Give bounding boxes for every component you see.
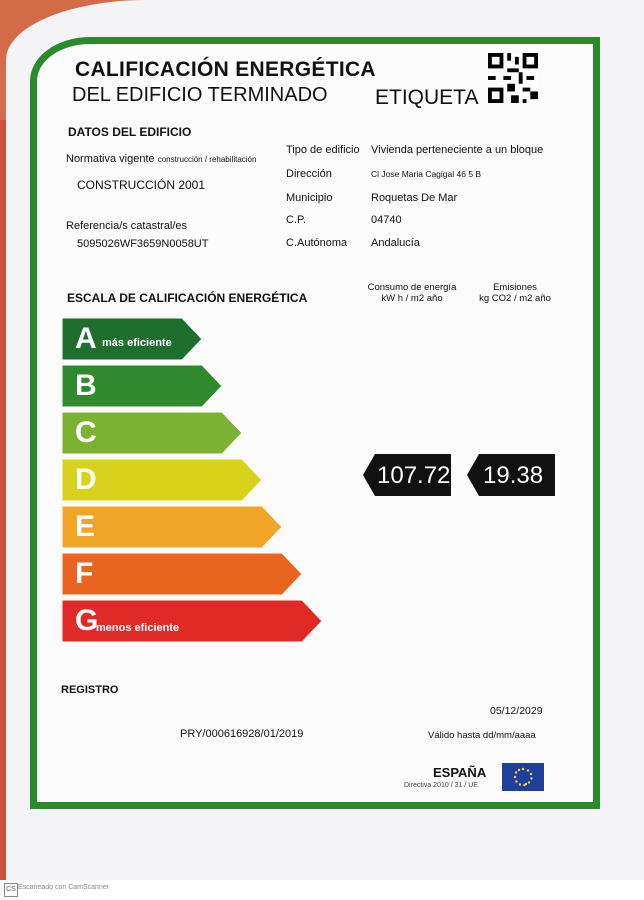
rating-arrow-b [62,365,222,407]
rating-arrow-d [62,459,262,501]
ca-label: C.Autónoma [286,237,348,249]
municipio-label: Municipio [286,192,333,204]
rating-letter: G [75,604,99,637]
title-line-1: CALIFICACIÓN ENERGÉTICA [75,58,376,81]
rating-letter: D [75,463,97,496]
tipo-label: Tipo de edificio [286,144,360,156]
rating-arrow-a [62,318,202,360]
pais-label: ESPAÑA [433,765,487,780]
eu-flag-icon [502,763,544,791]
scale-section-title: ESCALA DE CALIFICACIÓN ENERGÉTICA [67,291,308,305]
directiva-label: Directiva 2010 / 31 / UE [404,782,478,789]
rating-arrow-shape [62,553,302,595]
scanner-text: Escaneado con CamScanner [18,884,110,891]
title-line-2: DEL EDIFICIO TERMINADO [72,84,328,106]
normativa-label-main: Normativa vigente [66,153,155,165]
qr-code-icon [487,53,539,103]
emisiones-header-line2: kg CO2 / m2 año [479,293,551,304]
rating-arrow-g [62,600,322,642]
consumo-header [362,282,462,304]
consumo-header-line1: Consumo de energía [367,282,457,293]
rating-arrow-shape [62,600,322,642]
normativa-label-sub: construcción / rehabilitación [157,155,257,164]
consumo-value: 107.72 [377,462,451,489]
scanner-footer [0,880,644,900]
rating-letter: E [75,510,96,543]
municipio-value: Roquetas De Mar [371,192,458,204]
registro-valido: Válido hasta dd/mm/aaaa [428,730,536,741]
emisiones-value: 19.38 [483,462,544,489]
registro-section-title: REGISTRO [61,684,119,696]
rating-letter: B [75,369,97,402]
tipo-value: Vivienda perteneciente a un bloque [371,144,544,156]
rating-sub-label: menos eficiente [96,622,180,634]
direccion-label: Dirección [286,168,332,180]
rating-sub-label: más eficiente [102,337,172,349]
emisiones-header-line1: Emisiones [493,282,537,293]
rating-letter: F [75,557,94,590]
cp-value: 04740 [371,214,402,226]
datos-section-title: DATOS DEL EDIFICIO [68,125,192,139]
camscanner-logo-icon: CS [4,883,18,897]
rating-letter: A [75,322,97,355]
referencia-label: Referencia/s catastral/es [66,220,188,232]
registro-fecha: 05/12/2029 [490,705,543,717]
consumo-badge [363,454,451,496]
rating-letter: C [75,416,97,449]
normativa-label [66,153,256,165]
rating-arrow-f [62,553,302,595]
registro-numero: PRY/000616928/01/2019 [180,728,304,740]
rating-arrow-c [62,412,242,454]
cp-label: C.P. [286,214,306,226]
emisiones-header [468,282,562,304]
emisiones-badge [467,454,555,496]
ca-value: Andalucía [371,237,420,249]
rating-arrow-e [62,506,282,548]
referencia-value: 5095026WF3659N0058UT [77,238,209,250]
normativa-value: CONSTRUCCIÓN 2001 [77,178,206,192]
etiqueta-label: ETIQUETA [375,86,479,109]
consumo-header-line2: kW h / m2 año [381,293,443,304]
direccion-value: Cl Jose Maria Cagigal 46 5 B [371,169,482,179]
